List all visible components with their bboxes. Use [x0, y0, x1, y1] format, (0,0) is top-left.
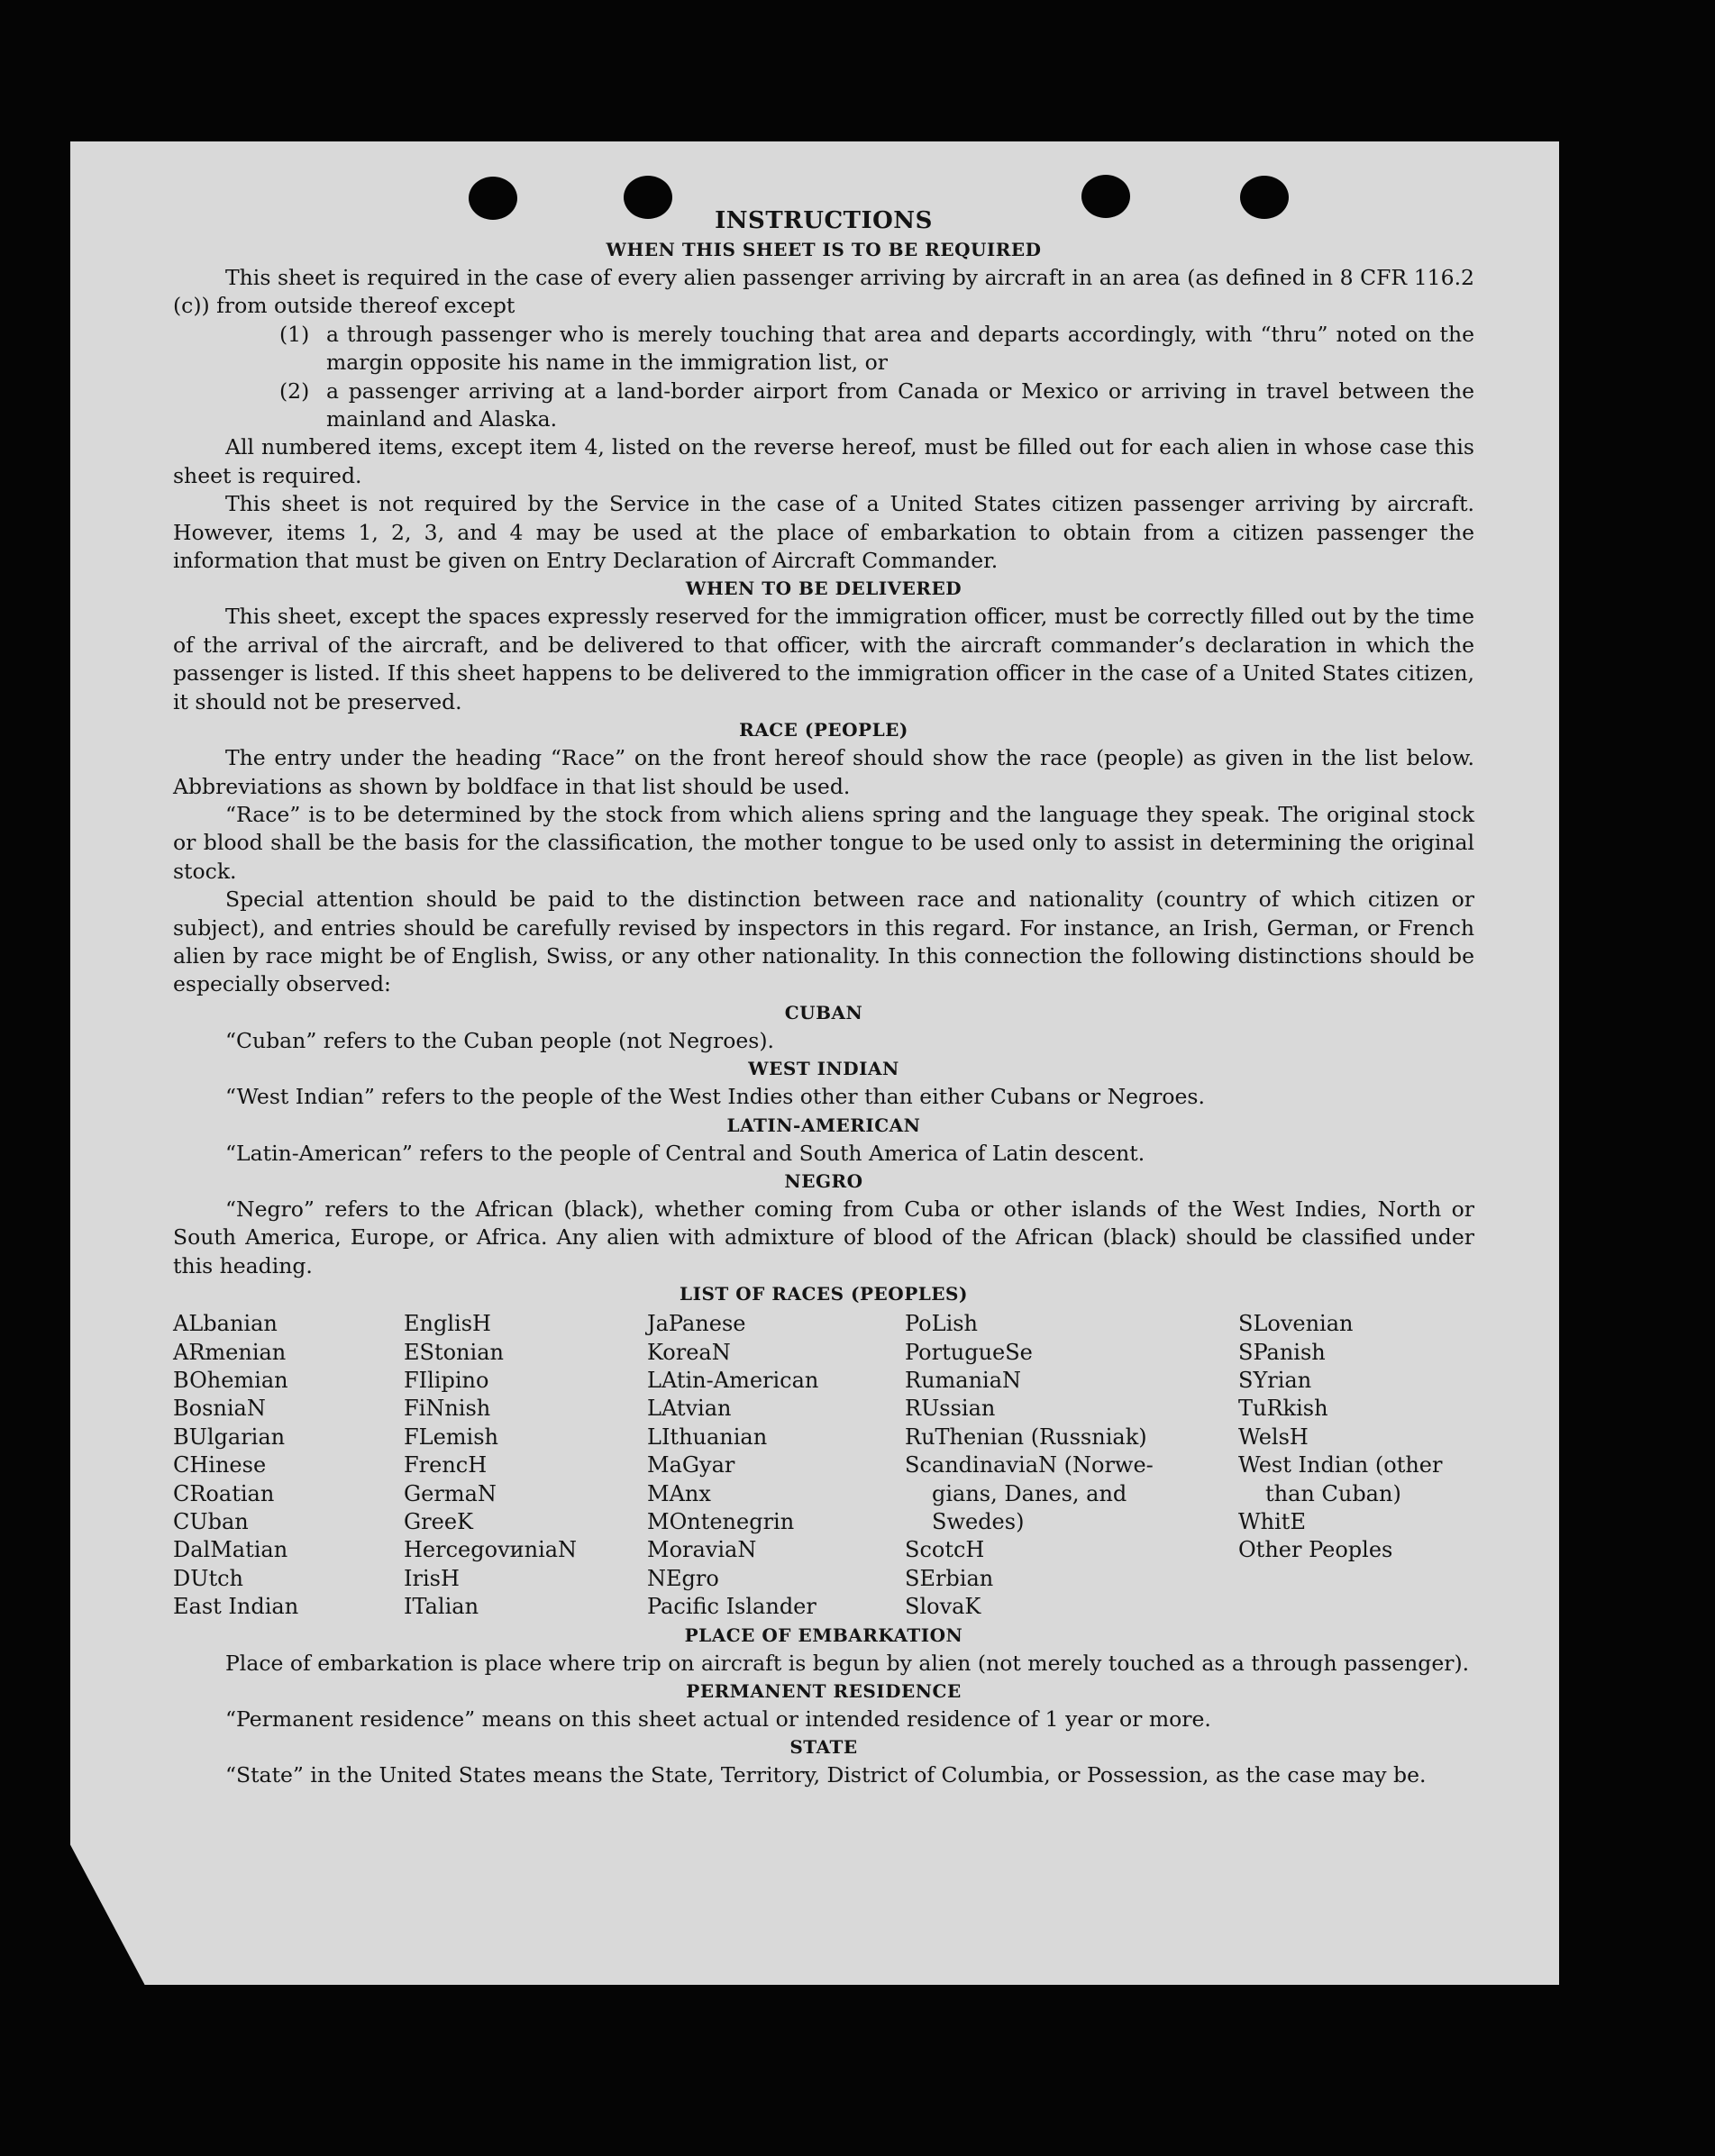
race-entry: SPanish: [1238, 1339, 1326, 1365]
race-entry: CRoatian: [173, 1480, 275, 1506]
paragraph: This sheet, except the spaces expressly reserved for the immigration officer, must be correctly filled out by the time of the arrival of the aircraft, and be delivered to that officer, with the aircraft commander’s declaration in which the passenger is listed. If this sheet happens to be delivered to the immigration officer in the case of a United States citizen, it should not be preserved.: [173, 604, 1474, 714]
race-entry: ITalian: [404, 1594, 479, 1620]
race-entry: SYrian: [1238, 1368, 1312, 1393]
race-entry: PoLish: [905, 1311, 979, 1337]
section-heading: WHEN THIS SHEET IS TO BE REQUIRED: [606, 239, 1042, 260]
paragraph: This sheet is not required by the Service in the case of a United States citizen passenger arriving by aircraft. However, items 1, 2, 3, and 4 may be used at the place of embarkation to obtain from a citizen passenger the information that must be given on Entry Declaration of Aircraft Commander.: [173, 491, 1474, 574]
race-entry: JaPanese: [647, 1311, 746, 1337]
page-title: INSTRUCTIONS: [715, 207, 933, 234]
paragraph: All numbered items, except item 4, listed on the reverse hereof, must be filled out for each alien in whose case this sheet is required.: [173, 434, 1474, 488]
race-entry: NEgro: [647, 1565, 719, 1591]
race-entry: EnglisH: [404, 1311, 491, 1337]
section-heading: LIST OF RACES (PEOPLES): [680, 1283, 968, 1305]
race-entry: WelsH: [1238, 1424, 1309, 1450]
races-column: [905, 1310, 1238, 1621]
race-entry: CUban: [173, 1509, 249, 1535]
section-heading: RACE (PEOPLE): [739, 719, 908, 741]
race-entry: FIlipino: [404, 1368, 489, 1393]
definition: “Permanent residence” means on this sheet actual or intended residence of 1 year or more.: [225, 1706, 1211, 1733]
race-entry: BosniaN: [173, 1396, 266, 1422]
exception-item: [279, 321, 1474, 378]
item-number: (1): [279, 321, 310, 347]
race-entry: Pacific Islander: [647, 1594, 816, 1620]
section-heading: PERMANENT RESIDENCE: [686, 1680, 962, 1703]
race-entry: FiNnish: [404, 1396, 491, 1422]
race-entry: ALbanian: [173, 1311, 278, 1337]
paragraph: Place of embarkation is place where trip on aircraft is begun by alien (not merely touched as a through passenger).: [225, 1650, 1470, 1676]
race-entry: Other Peoples: [1238, 1537, 1393, 1563]
race-entry: than Cuban): [1265, 1480, 1401, 1506]
race-entry: IrisH: [404, 1565, 460, 1591]
race-entry: MAnx: [647, 1480, 711, 1506]
item-text: a through passenger who is merely touching that area and departs accordingly, with “thru” noted on the margin opposite his name in the immigration list, or: [326, 321, 1474, 376]
race-entry: BOhemian: [173, 1368, 288, 1393]
races-column: [647, 1310, 905, 1621]
section-heading: NEGRO: [784, 1169, 863, 1192]
race-entry: Swedes): [932, 1509, 1025, 1535]
race-entry: MOntenegrin: [647, 1509, 795, 1535]
race-entry: MoraviaN: [647, 1537, 757, 1563]
paragraph: “Race” is to be determined by the stock from which aliens spring and the language they speak. The original stock or blood shall be the basis for the classification, the mother tongue to be used only to assist in determining the original stock.: [173, 801, 1474, 884]
race-entry: BUlgarian: [173, 1424, 286, 1450]
race-entry: HercegovиniaN: [404, 1537, 578, 1563]
paragraph: This sheet is required in the case of every alien passenger arriving by aircraft in an area (as defined in 8 CFR 116.2 (c)) from outside thereof except: [173, 265, 1474, 319]
race-entry: GreeK: [404, 1509, 473, 1535]
races-list: [173, 1310, 1474, 1621]
race-entry: LIthuanian: [647, 1424, 768, 1450]
race-entry: East Indian: [173, 1594, 299, 1620]
race-entry: WhitE: [1238, 1509, 1306, 1535]
race-entry: LAtin-American: [647, 1368, 819, 1393]
instructions-content: [173, 205, 1474, 1790]
race-entry: MaGyar: [647, 1452, 735, 1478]
race-entry: ScotcH: [905, 1537, 985, 1563]
races-column: [1238, 1310, 1473, 1621]
race-entry: gians, Danes, and: [932, 1480, 1127, 1506]
section-heading: LATIN-AMERICAN: [726, 1114, 921, 1136]
races-column: [404, 1310, 647, 1621]
race-entry: LAtvian: [647, 1396, 732, 1422]
section-heading: CUBAN: [784, 1001, 863, 1023]
race-entry: SErbian: [905, 1565, 994, 1591]
definition: “Latin-American” refers to the people of Central and South America of Latin descent.: [225, 1140, 1145, 1166]
race-entry: DalMatian: [173, 1537, 288, 1563]
race-entry: GermaN: [404, 1480, 497, 1506]
race-entry: EStonian: [404, 1339, 504, 1365]
race-entry: KoreaN: [647, 1339, 731, 1365]
race-entry: CHinese: [173, 1452, 267, 1478]
section-heading: STATE: [789, 1736, 858, 1759]
race-entry: SLovenian: [1238, 1311, 1354, 1337]
definition: “West Indian” refers to the people of the West Indies other than either Cubans or Negroes.: [225, 1084, 1205, 1110]
race-entry: West Indian (other: [1238, 1452, 1443, 1478]
section-heading: PLACE OF EMBARKATION: [684, 1624, 963, 1646]
race-entry: PortugueSe: [905, 1339, 1033, 1365]
race-entry: RUssian: [905, 1396, 996, 1422]
race-entry: FrencH: [404, 1452, 488, 1478]
race-entry: RumaniaN: [905, 1368, 1022, 1393]
race-entry: DUtch: [173, 1565, 244, 1591]
race-entry: ScandinaviaN (Norwe-: [905, 1452, 1154, 1478]
exception-item: [279, 378, 1474, 434]
race-entry: SlovaK: [905, 1594, 981, 1620]
paragraph: “State” in the United States means the State, Territory, District of Columbia, or Possession, as the case may be.: [225, 1762, 1427, 1788]
section-heading: WEST INDIAN: [748, 1058, 899, 1080]
item-number: (2): [279, 378, 310, 404]
item-text: a passenger arriving at a land-border airport from Canada or Mexico or arriving in travel between the mainland and Alaska.: [326, 378, 1474, 432]
race-entry: RuThenian (Russniak): [905, 1424, 1147, 1450]
race-entry: TuRkish: [1238, 1396, 1328, 1422]
races-column: [173, 1310, 404, 1621]
definition: “Cuban” refers to the Cuban people (not Negroes).: [225, 1027, 775, 1053]
paragraph: The entry under the heading “Race” on the front hereof should show the race (people) as given in the list below. Abbreviations as shown by boldface in that list should be used.: [173, 745, 1474, 799]
paragraph: “Negro” refers to the African (black), whether coming from Cuba or other islands of the West Indies, North or South America, Europe, or Africa. Any alien with admixture of blood of the African (black) should be classified under this heading.: [173, 1196, 1474, 1278]
paragraph: Special attention should be paid to the distinction between race and nationality (country of which citizen or subject), and entries should be carefully revised by inspectors in this regard. For instance, an Irish, German, or French alien by race might be of English, Swiss, or any other nationality. In this connection the following distinctions should be especially observed:: [173, 887, 1474, 997]
section-heading: WHEN TO BE DELIVERED: [685, 578, 962, 600]
race-entry: FLemish: [404, 1424, 498, 1450]
race-entry: ARmenian: [173, 1339, 287, 1365]
